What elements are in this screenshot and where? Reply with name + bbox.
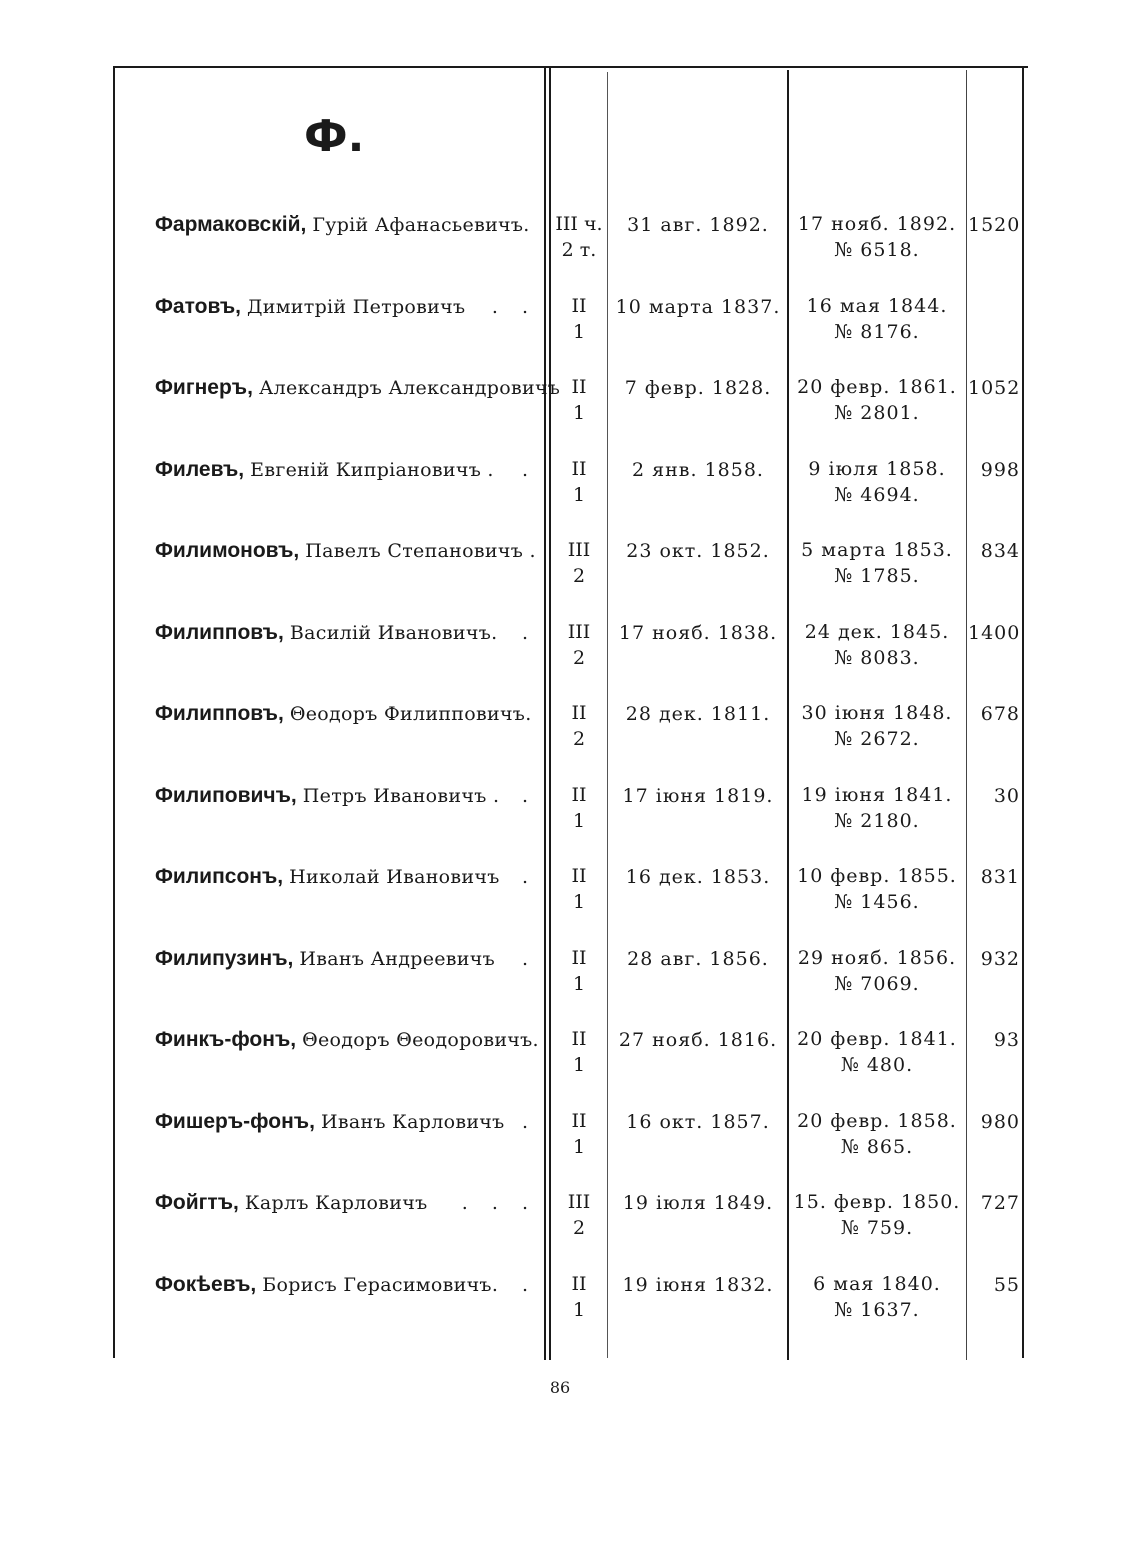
- order-info: [789, 537, 965, 589]
- order-info: [789, 1189, 965, 1241]
- order-info: [789, 293, 965, 345]
- order-date: 17 нояб. 1892.: [797, 213, 957, 235]
- part-volume: [551, 1108, 607, 1160]
- entry-date: 19 іюля 1849.: [622, 1192, 774, 1214]
- part-bottom: 2 т.: [561, 239, 597, 261]
- page-number: 86: [549, 1378, 571, 1397]
- given-name: Петръ Ивановичъ .: [302, 785, 500, 807]
- given-name: Карлъ Карловичъ: [244, 1192, 428, 1214]
- record-number: 980: [980, 1111, 1020, 1133]
- order-number: № 2801.: [834, 402, 920, 424]
- surname: Фигнеръ,: [155, 376, 253, 399]
- person-name: [155, 1271, 537, 1299]
- person-name: [155, 1026, 537, 1054]
- leader-dots: .: [521, 785, 537, 807]
- table-row: [0, 619, 1140, 689]
- order-info: [789, 1026, 965, 1078]
- entry-date: 31 авг. 1892.: [627, 214, 769, 236]
- order-info: [789, 782, 965, 834]
- record-number: 1052: [968, 377, 1021, 399]
- record-number: 93: [993, 1029, 1020, 1051]
- part-bottom: 1: [572, 402, 586, 424]
- order-number: № 2180.: [834, 810, 920, 832]
- record-number: 834: [980, 540, 1020, 562]
- section-letter-heading: Ф.: [304, 111, 365, 162]
- order-date: 9 іюля 1858.: [808, 458, 946, 480]
- leader-dots: .: [521, 1111, 537, 1133]
- order-date: 10 февр. 1855.: [797, 865, 957, 887]
- part-top: II: [571, 865, 587, 887]
- part-volume: [551, 1271, 607, 1323]
- part-volume: [551, 700, 607, 752]
- record-number: 831: [980, 866, 1020, 888]
- part-bottom: 2: [572, 565, 586, 587]
- order-number: № 6518.: [834, 239, 920, 261]
- given-name: Борисъ Герасимовичъ.: [262, 1274, 499, 1296]
- table-row: [0, 374, 1140, 444]
- record-number: 727: [980, 1192, 1020, 1214]
- part-top: III: [567, 621, 591, 643]
- table-row: [0, 1026, 1140, 1096]
- order-date: 24 дек. 1845.: [804, 621, 950, 643]
- table-row: [0, 700, 1140, 770]
- record-number: 932: [980, 948, 1020, 970]
- order-info: [789, 1271, 965, 1323]
- order-date: 20 февр. 1841.: [797, 1028, 957, 1050]
- given-name: Гурій Афанасьевичъ.: [312, 214, 530, 236]
- part-top: II: [571, 1028, 587, 1050]
- part-bottom: 1: [572, 810, 586, 832]
- part-volume: [551, 537, 607, 589]
- order-date: 15. февр. 1850.: [793, 1191, 961, 1213]
- order-date: 29 нояб. 1856.: [797, 947, 957, 969]
- part-volume: [551, 456, 607, 508]
- table-row: [0, 293, 1140, 363]
- part-bottom: 1: [572, 484, 586, 506]
- person-name: [155, 863, 537, 891]
- part-top: II: [571, 947, 587, 969]
- part-top: II: [571, 376, 587, 398]
- order-number: № 1637.: [834, 1299, 920, 1321]
- surname: Филевъ,: [155, 458, 245, 481]
- entry-date: 16 окт. 1857.: [626, 1111, 770, 1133]
- given-name: Иванъ Карловичъ: [320, 1111, 505, 1133]
- order-number: № 8083.: [834, 647, 920, 669]
- order-number: № 1785.: [834, 565, 920, 587]
- part-top: II: [571, 458, 587, 480]
- given-name: Евгеній Кипріановичъ .: [250, 459, 494, 481]
- surname: Фатовъ,: [155, 295, 241, 318]
- part-bottom: 2: [572, 1217, 586, 1239]
- entry-date: 7 февр. 1828.: [624, 377, 772, 399]
- entry-date: 16 дек. 1853.: [625, 866, 771, 888]
- order-info: [789, 211, 965, 263]
- surname: Финкъ-фонъ,: [155, 1028, 297, 1051]
- person-name: [155, 945, 537, 973]
- part-volume: [551, 1026, 607, 1078]
- person-name: [155, 293, 537, 321]
- order-date: 16 мая 1844.: [806, 295, 948, 317]
- given-name: Иванъ Андреевичъ: [299, 948, 496, 970]
- order-date: 6 мая 1840.: [813, 1273, 941, 1295]
- order-number: № 480.: [840, 1054, 914, 1076]
- leader-dots: . .: [491, 296, 537, 318]
- order-number: № 4694.: [834, 484, 920, 506]
- order-info: [789, 456, 965, 508]
- part-top: III ч.: [555, 213, 603, 235]
- person-name: [155, 1108, 537, 1136]
- order-info: [789, 863, 965, 915]
- part-bottom: 1: [572, 973, 586, 995]
- part-volume: [551, 945, 607, 997]
- record-number: 55: [993, 1274, 1020, 1296]
- given-name: Павелъ Степановичъ .: [305, 540, 536, 562]
- person-name: [155, 211, 537, 239]
- given-name: Θеодоръ Θеодоровичъ.: [302, 1029, 539, 1051]
- person-name: [155, 1189, 537, 1217]
- entry-date: 23 окт. 1852.: [626, 540, 770, 562]
- record-number: 678: [980, 703, 1020, 725]
- given-name: Θеодоръ Филипповичъ.: [289, 703, 532, 725]
- part-top: II: [571, 295, 587, 317]
- part-volume: [551, 782, 607, 834]
- order-number: № 2672.: [834, 728, 920, 750]
- surname: Филипузинъ,: [155, 947, 294, 970]
- surname: Фокѣевъ,: [155, 1273, 257, 1296]
- order-info: [789, 945, 965, 997]
- leader-dots: .: [521, 948, 537, 970]
- person-name: [155, 374, 561, 402]
- entry-date: 17 нояб. 1838.: [618, 622, 778, 644]
- table-row: [0, 211, 1140, 281]
- table-row: [0, 537, 1140, 607]
- order-info: [789, 1108, 965, 1160]
- part-bottom: 1: [572, 1136, 586, 1158]
- person-name: [155, 619, 537, 647]
- table-row: [0, 863, 1140, 933]
- surname: Фармаковскій,: [155, 213, 307, 236]
- entry-date: 28 дек. 1811.: [625, 703, 771, 725]
- entry-date: 17 іюня 1819.: [622, 785, 774, 807]
- person-name: [155, 537, 537, 565]
- given-name: Александръ Александровичъ: [258, 377, 561, 399]
- record-number: 30: [993, 785, 1020, 807]
- order-number: № 7069.: [834, 973, 920, 995]
- record-number: 1400: [968, 622, 1021, 644]
- order-date: 20 февр. 1858.: [797, 1110, 957, 1132]
- surname: Филипповъ,: [155, 621, 284, 644]
- table-top-rule: [115, 66, 1028, 68]
- part-top: II: [571, 784, 587, 806]
- part-top: II: [571, 702, 587, 724]
- order-date: 30 іюня 1848.: [801, 702, 953, 724]
- surname: Фойгтъ,: [155, 1191, 239, 1214]
- part-bottom: 2: [572, 647, 586, 669]
- part-bottom: 1: [572, 1054, 586, 1076]
- table-row: [0, 782, 1140, 852]
- order-info: [789, 374, 965, 426]
- person-name: [155, 700, 537, 728]
- part-top: II: [571, 1273, 587, 1295]
- part-bottom: 1: [572, 891, 586, 913]
- order-number: № 865.: [840, 1136, 914, 1158]
- part-volume: [551, 1189, 607, 1241]
- surname: Фишеръ-фонъ,: [155, 1110, 315, 1133]
- table-row: [0, 1189, 1140, 1259]
- order-number: № 1456.: [834, 891, 920, 913]
- part-top: III: [567, 539, 591, 561]
- order-date: 20 февр. 1861.: [797, 376, 957, 398]
- table-row: [0, 456, 1140, 526]
- entry-date: 2 янв. 1858.: [632, 459, 764, 481]
- part-top: III: [567, 1191, 591, 1213]
- table-row: [0, 1108, 1140, 1178]
- order-number: № 8176.: [834, 321, 920, 343]
- given-name: Василій Ивановичъ.: [289, 622, 498, 644]
- record-number: 1520: [968, 214, 1021, 236]
- part-volume: [551, 211, 607, 263]
- record-number: 998: [980, 459, 1020, 481]
- leader-dots: . . .: [461, 1192, 537, 1214]
- part-volume: [551, 863, 607, 915]
- table-row: [0, 1271, 1140, 1341]
- given-name: Димитрій Петровичъ: [247, 296, 466, 318]
- part-volume: [551, 619, 607, 671]
- entry-date: 28 авг. 1856.: [627, 948, 769, 970]
- person-name: [155, 782, 537, 810]
- surname: Филимоновъ,: [155, 539, 300, 562]
- part-top: II: [571, 1110, 587, 1132]
- surname: Филипповъ,: [155, 702, 284, 725]
- part-bottom: 1: [572, 1299, 586, 1321]
- given-name: Николай Ивановичъ: [289, 866, 500, 888]
- surname: Филиповичъ,: [155, 784, 297, 807]
- order-info: [789, 700, 965, 752]
- leader-dots: .: [521, 622, 537, 644]
- leader-dots: .: [521, 1274, 537, 1296]
- leader-dots: .: [521, 866, 537, 888]
- order-number: № 759.: [840, 1217, 914, 1239]
- person-name: [155, 456, 537, 484]
- entry-date: 10 марта 1837.: [615, 296, 781, 318]
- table-row: [0, 945, 1140, 1015]
- part-volume: [551, 374, 607, 426]
- entry-date: 27 нояб. 1816.: [618, 1029, 778, 1051]
- order-info: [789, 619, 965, 671]
- part-volume: [551, 293, 607, 345]
- order-date: 5 марта 1853.: [801, 539, 953, 561]
- leader-dots: .: [521, 459, 537, 481]
- surname: Филипсонъ,: [155, 865, 284, 888]
- entry-date: 19 іюня 1832.: [622, 1274, 774, 1296]
- order-date: 19 іюня 1841.: [801, 784, 953, 806]
- part-bottom: 2: [572, 728, 586, 750]
- part-bottom: 1: [572, 321, 586, 343]
